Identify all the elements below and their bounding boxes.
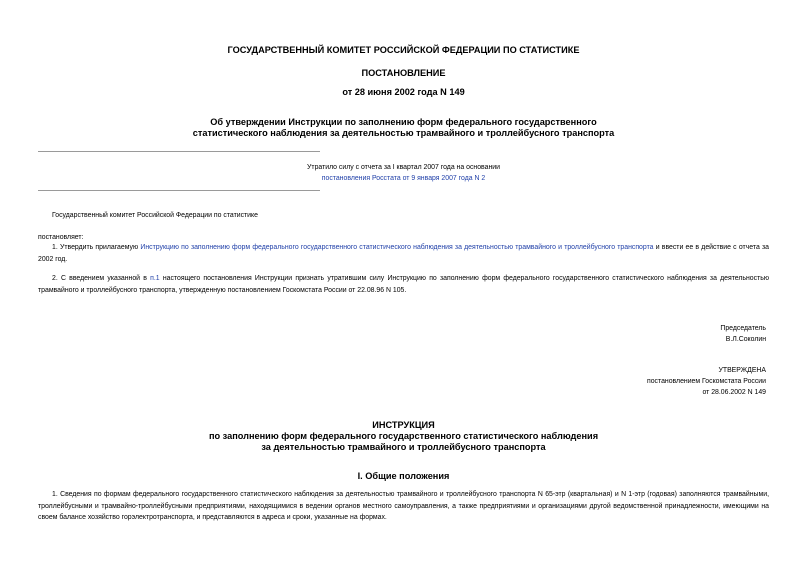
- clause-1-link[interactable]: п.1: [150, 275, 160, 282]
- notice-top-divider: [38, 151, 320, 152]
- decree-item-2-tail: настоящего постановления Инструкции признать утратившим силу Инструкцию по заполнению форм федерального государственного статистического наблюдения за деятельностью трамвайного и троллейбусного транспорта, утвержденную постановлением Госкомстата России от 22.08.96 N 105.: [38, 275, 770, 294]
- issuing-authority: ГОСУДАРСТВЕННЫЙ КОМИТЕТ РОССИЙСКОЙ ФЕДЕРАЦИИ ПО СТАТИСТИКЕ: [227, 45, 580, 55]
- signatory-position: Председатель: [720, 325, 766, 332]
- issuer-text: Государственный комитет Российской Федерации по статистике: [52, 212, 258, 219]
- document-date: от 28 июня 2002 года N 149: [342, 87, 465, 97]
- approval-date: от 28.06.2002 N 149: [702, 389, 766, 396]
- section-heading: I. Общие положения: [357, 471, 450, 481]
- approval-by: постановлением Госкомстата России: [646, 378, 766, 385]
- instruction-paragraph-1-text: 1. Сведения по формам федерального государственного статистического наблюдения за деятельностью трамвайного и троллейбусного транспорта N 65-этр (квартальная) и N 1-этр (годовая) заполняются трамвайными, троллейбусными и трамвайно-троллейбусными предприятиями, находящимися в ведении органов местного самоуправления, а также предприятиями и организациями другой ведомственной принадлежности, имеющими на своем балансе хозяйство горэлектротранспорта, и представляются в адреса и сроки, указанные на формах.: [38, 491, 769, 521]
- document-title-line-1: Об утверждении Инструкции по заполнению форм федерального государственного: [210, 117, 597, 127]
- decree-item-1: [38, 242, 769, 265]
- repeal-notice-link[interactable]: постановления Росстата от 9 января 2007 года N 2: [321, 175, 486, 182]
- notice-bottom-divider: [38, 190, 320, 191]
- instruction-subtitle-1: по заполнению форм федерального государственного статистического наблюдения: [208, 431, 599, 441]
- decree-item-1-text: 1. Утвердить прилагаемую: [52, 244, 141, 251]
- approval-label: УТВЕРЖДЕНА: [718, 367, 766, 374]
- instruction-paragraph-1: [38, 489, 769, 524]
- signatory-name: В.Л.Соколин: [725, 336, 766, 343]
- repeal-notice: Утратило силу с отчета за I квартал 2007 года на основании: [307, 164, 500, 171]
- decree-item-2-text: 2. С введением указанной в: [52, 275, 151, 282]
- decree-item-1-tail: и ввести ее в действие с отчета за 2002 год.: [38, 244, 769, 263]
- instruction-link[interactable]: Инструкцию по заполнению форм федерального государственного статистического наблюдения за деятельностью трамвайного и троллейбусного транспорта: [140, 244, 654, 251]
- decree-item-2: [38, 273, 769, 296]
- document-title-line-2: статистического наблюдения за деятельностью трамвайного и троллейбусного транспорта: [192, 128, 615, 138]
- document-type: ПОСТАНОВЛЕНИЕ: [361, 68, 446, 78]
- decree-word: постановляет:: [38, 234, 84, 241]
- instruction-title: ИНСТРУКЦИЯ: [372, 420, 435, 430]
- instruction-subtitle-2: за деятельностью трамвайного и троллейбусного транспорта: [261, 442, 546, 452]
